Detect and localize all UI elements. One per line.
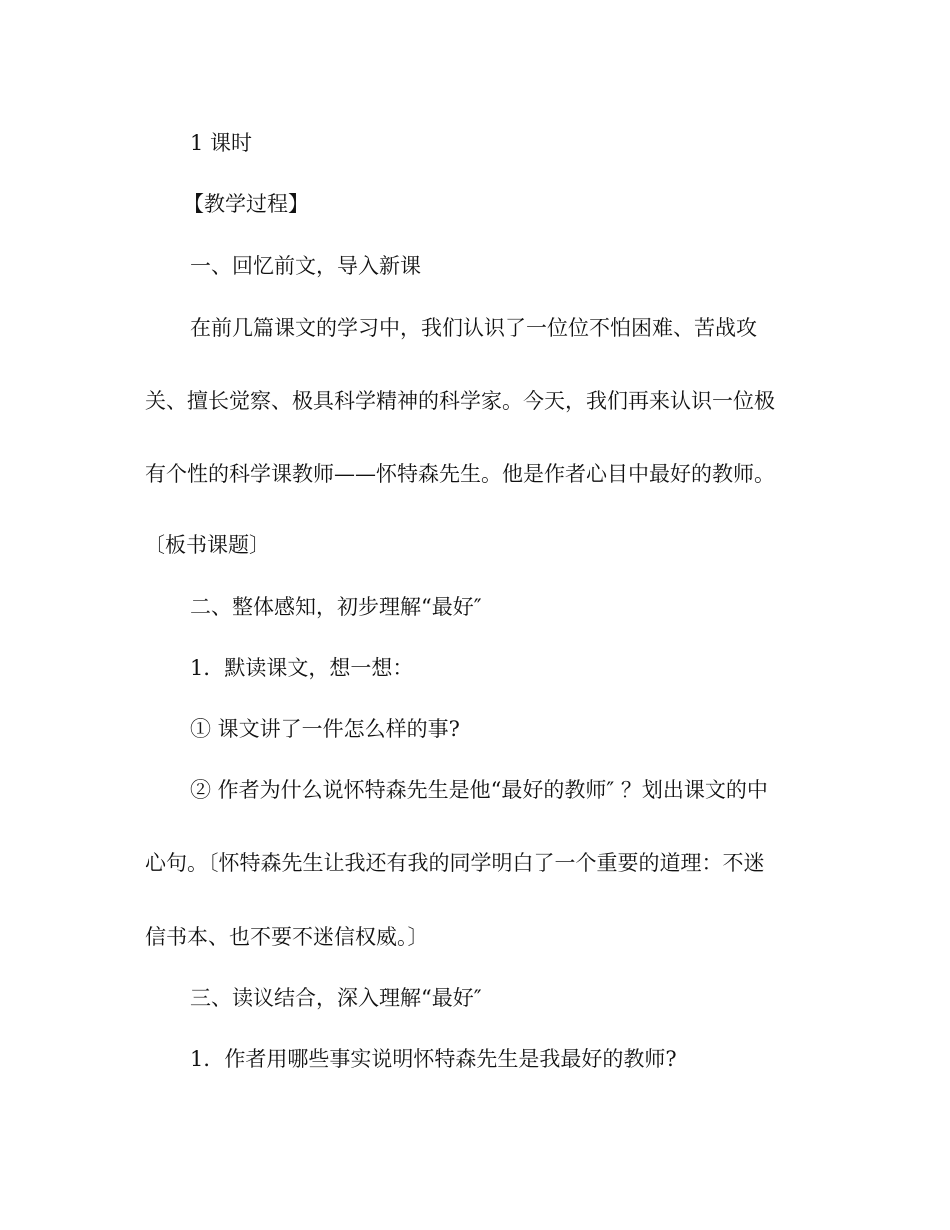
blackboard-note: 〔板书课题〕 bbox=[144, 533, 270, 557]
step-heading-2: 二、整体感知，初步理解“最好″ bbox=[190, 595, 482, 619]
task-item: 1．作者用哪些事实说明怀特森先生是我最好的教师? bbox=[190, 1047, 677, 1071]
paragraph-line: 心句。〔怀特森先生让我还有我的同学明白了一个重要的道理：不迷 bbox=[145, 851, 765, 875]
paragraph-line: 关、擅长觉察、极具科学精神的科学家。今天，我们再来认识一位极 bbox=[145, 389, 775, 413]
lesson-duration: 1 课时 bbox=[190, 131, 253, 155]
paragraph-line: 信书本、也不要不迷信权威。〕 bbox=[145, 925, 429, 949]
question-item: ② 作者为什么说怀特森先生是他“最好的教师″ ？划出课文的中 bbox=[190, 778, 768, 802]
step-heading-3: 三、读议结合，深入理解“最好″ bbox=[190, 986, 482, 1010]
question-item: ① 课文讲了一件怎么样的事? bbox=[190, 717, 460, 741]
step-heading-1: 一、回忆前文，导入新课 bbox=[190, 254, 421, 278]
paragraph-line: 有个性的科学课教师——怀特森先生。他是作者心目中最好的教师。 bbox=[145, 462, 775, 486]
section-heading-teaching-process: 【教学过程】 bbox=[183, 192, 309, 216]
task-item: 1．默读课文，想一想： bbox=[190, 656, 414, 680]
paragraph-line: 在前几篇课文的学习中，我们认识了一位位不怕困难、苦战攻 bbox=[190, 316, 757, 340]
